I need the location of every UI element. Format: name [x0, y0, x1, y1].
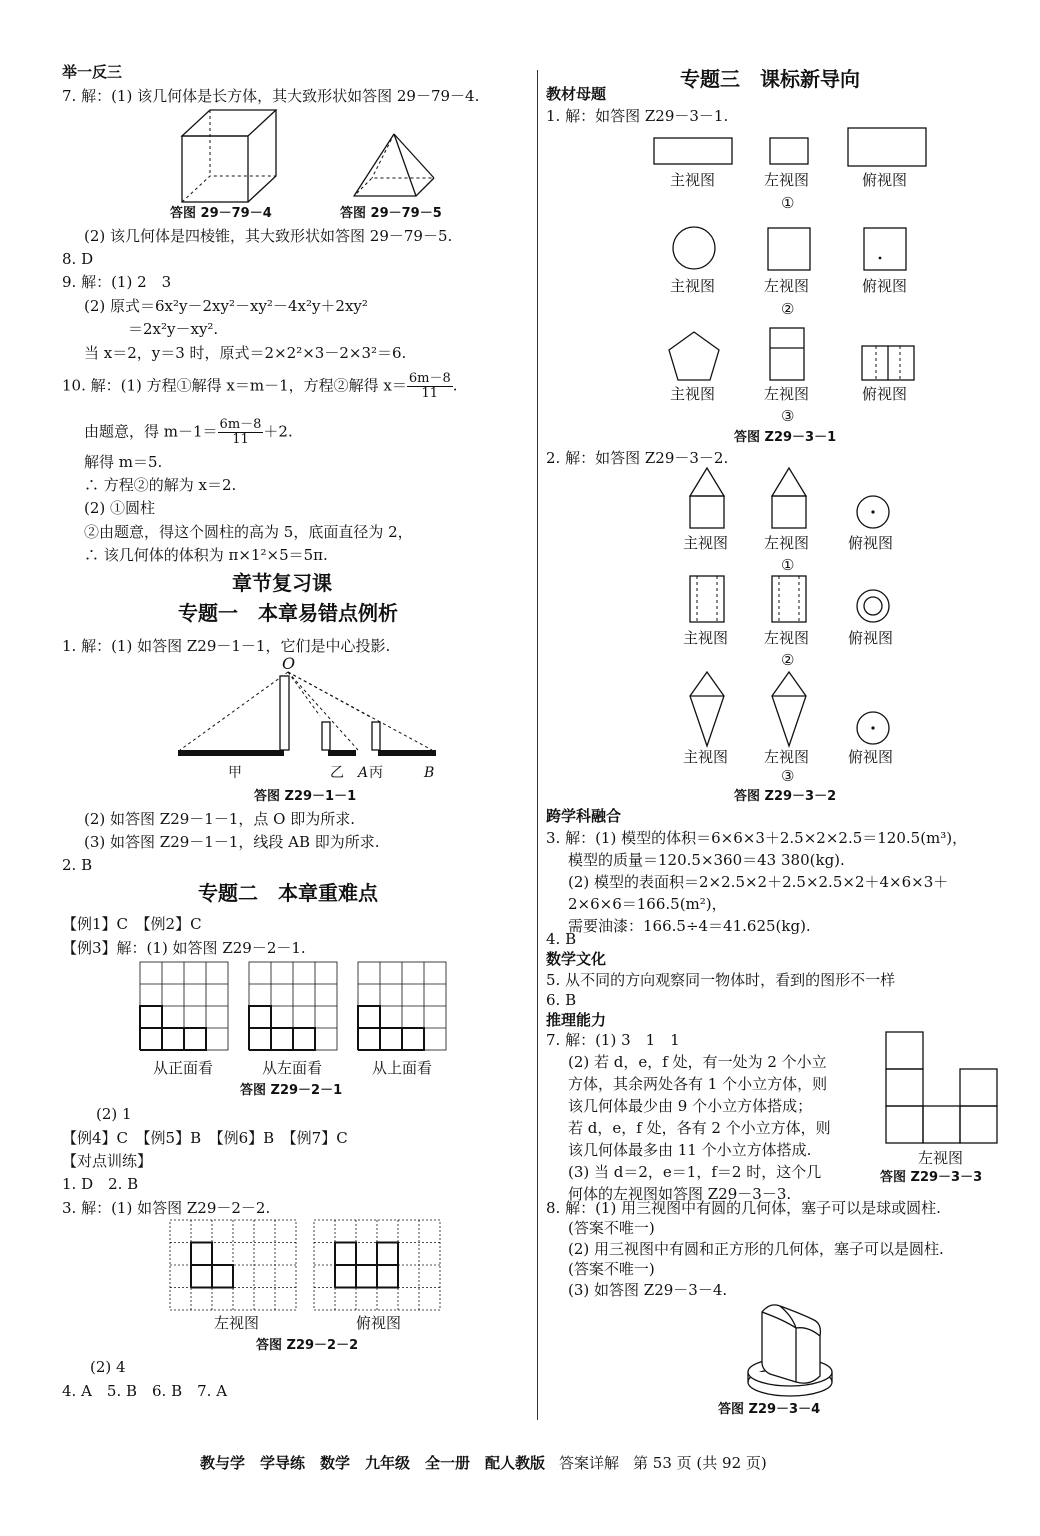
caption: 答图 Z29－1－1 [254, 789, 357, 804]
topic-title: 专题二 本章重难点 [198, 881, 378, 905]
answer-line: (2) 若 d，e，f 处，有一处为 2 个小立 [568, 1053, 827, 1071]
answer-line: (2) 模型的表面积＝2×2.5×2＋2.5×2.5×2＋4×6×3＋ [568, 873, 949, 891]
fig-label-A: A [358, 765, 369, 781]
view-label: 从左面看 [262, 1059, 323, 1077]
section-label-jyfs: 举一反三 [62, 63, 123, 81]
grid-front-view [140, 962, 230, 1052]
figure-pyramid [352, 132, 436, 198]
answer-line: 该几何体最多由 11 个小立方体搭成. [568, 1141, 812, 1159]
answer-line: 若 d，e，f 处，各有 2 个小立方体，则 [568, 1119, 831, 1137]
answer-line: 当 x＝2，y＝3 时，原式＝2×2²×3－2×3²＝6. [84, 344, 407, 362]
answer-line: 6. B [546, 991, 577, 1009]
answer-line: ∴ 方程②的解为 x＝2. [84, 476, 237, 494]
view-label: 左视图 [764, 534, 810, 552]
answer-line: (2) 该几何体是四棱锥，其大致形状如答图 29－79－5. [84, 227, 453, 245]
answer-line: (答案不唯一) [568, 1219, 655, 1237]
grid-left-view [249, 962, 339, 1052]
answer-line: 【例3】解：(1) 如答图 Z29－2－1. [62, 939, 306, 957]
fraction-numerator: 6m－8 [219, 417, 262, 432]
answer-line: 方体，其余两处各有 1 个小立方体，则 [568, 1075, 828, 1093]
view-label: 俯视图 [848, 748, 894, 766]
views-set-1-row-2 [640, 224, 940, 274]
caption: 答图 29－79－4 [170, 206, 272, 221]
answer-text: 10. 解：(1) 方程①解得 x＝m－1，方程②解得 x＝ [62, 376, 407, 395]
answer-line: 2. 解：如答图 Z29－3－2. [546, 449, 729, 467]
footer-book: 教与学 学导练 数学 九年级 全一册 配人教版 [200, 1454, 546, 1472]
grid-left-view-2 [170, 1220, 296, 1312]
views-set-2-row-1 [640, 466, 940, 532]
views-set-1-row-1 [640, 124, 940, 170]
answer-line: 需要油漆：166.5÷4＝41.625(kg). [568, 917, 811, 935]
view-label: 俯视图 [862, 277, 908, 295]
figure-cuboid [180, 108, 280, 204]
set-number: ① [781, 556, 795, 574]
fig-label-bing: 丙 [369, 765, 383, 781]
view-label: 俯视图 [862, 171, 908, 189]
answer-line: ∴ 该几何体的体积为 π×1²×5＝5π. [84, 546, 328, 564]
set-number: ③ [781, 407, 795, 425]
chapter-title: 章节复习课 [232, 571, 332, 595]
topic-title: 专题一 本章易错点例析 [178, 601, 398, 625]
caption: 答图 Z29－3－3 [880, 1170, 983, 1185]
fraction [407, 372, 453, 401]
grid-top-view [358, 962, 448, 1052]
view-label: 左视图 [764, 629, 810, 647]
set-number: ② [781, 651, 795, 669]
caption: 答图 Z29－3－4 [718, 1402, 821, 1417]
grid-top-view-2 [314, 1220, 440, 1312]
answer-line: ＝2x²y－xy². [128, 320, 219, 338]
answer-line: 8. D [62, 250, 94, 268]
view-label: 俯视图 [848, 629, 894, 647]
section-label-sxwh: 数学文化 [546, 950, 607, 968]
answer-line: (3) 如答图 Z29－3－4. [568, 1281, 728, 1299]
fraction [218, 418, 264, 447]
answer-line: 2. B [62, 856, 93, 874]
answer-line: 9. 解：(1) 2 3 [62, 273, 172, 291]
figure-left-view-z29-3-3 [884, 1030, 1000, 1146]
view-label: 主视图 [670, 385, 716, 403]
fraction-denominator: 11 [421, 386, 439, 401]
answer-line: 8. 解：(1) 用三视图中有圆的几何体，塞子可以是球或圆柱. [546, 1199, 941, 1217]
fraction-denominator: 11 [232, 432, 249, 447]
caption: 答图 Z29－2－2 [256, 1338, 359, 1353]
answer-line: ②由题意，得这个圆柱的高为 5，底面直径为 2， [84, 523, 413, 541]
answer-line: 1. 解：如答图 Z29－3－1. [546, 107, 729, 125]
answer-line: (3) 如答图 Z29－1－1，线段 AB 即为所求. [84, 833, 380, 851]
answer-text: 由题意，得 m－1＝ [84, 422, 218, 441]
fraction-numerator: 6m－8 [408, 371, 451, 386]
set-number: ② [781, 300, 795, 318]
footer-page: 第 53 页 (共 92 页) [633, 1454, 767, 1472]
fig-label-B: B [424, 765, 435, 781]
figure-central-projection [170, 660, 450, 762]
view-label: 俯视图 [848, 534, 894, 552]
answer-line: (2) 如答图 Z29－1－1，点 O 即为所求. [84, 810, 355, 828]
view-label: 左视图 [918, 1149, 964, 1167]
figure-stopper-z29-3-4 [740, 1296, 840, 1402]
view-label: 主视图 [683, 534, 729, 552]
section-label-jcmt: 教材母题 [546, 85, 607, 103]
answer-line: 模型的质量＝120.5×360＝43 380(kg). [568, 851, 845, 869]
views-set-2-row-2 [640, 574, 940, 626]
set-number: ① [781, 194, 795, 212]
view-label: 主视图 [670, 277, 716, 295]
view-label: 主视图 [683, 748, 729, 766]
caption: 答图 Z29－3－2 [734, 789, 837, 804]
view-label: 主视图 [683, 629, 729, 647]
answer-line: 4. A 5. B 6. B 7. A [62, 1382, 228, 1400]
answer-line: (答案不唯一) [568, 1260, 655, 1278]
footer-answers: 答案详解 [559, 1454, 620, 1472]
answer-line: 5. 从不同的方向观察同一物体时，看到的图形不一样 [546, 971, 896, 989]
answer-line: 10. 解：(1) 方程①解得 x＝m－1，方程②解得 x＝ $\frac{6m-8}{11}$ . [62, 371, 458, 401]
topic-title: 专题三 课标新导向 [680, 67, 860, 91]
answer-line [84, 418, 293, 447]
views-set-2-row-3 [640, 670, 940, 748]
answer-line: 何体的左视图如答图 Z29－3－3. [568, 1185, 792, 1203]
caption: 答图 Z29－2－1 [240, 1083, 343, 1098]
caption: 答图 29－79－5 [340, 206, 442, 221]
section-label-kxk: 跨学科融合 [546, 807, 622, 825]
caption: 答图 Z29－3－1 [734, 430, 837, 445]
answer-line: 解得 m＝5. [84, 453, 163, 471]
page-footer [200, 1452, 781, 1473]
answer-line: 【例4】C 【例5】B 【例6】B 【例7】C [62, 1129, 348, 1147]
view-label: 左视图 [764, 748, 810, 766]
answer-line: 1. D 2. B [62, 1175, 139, 1193]
answer-line: (2) 1 [96, 1105, 132, 1123]
view-label: 俯视图 [356, 1314, 402, 1332]
views-set-1-row-3 [640, 326, 940, 384]
view-label: 从上面看 [372, 1059, 433, 1077]
fig-label-jia: 甲 [228, 765, 242, 781]
answer-text: ＋2. [263, 422, 293, 441]
section-label: 【对点训练】 [62, 1152, 153, 1170]
answer-line: 7. 解：(1) 该几何体是长方体，其大致形状如答图 29－79－4. [62, 87, 480, 105]
answer-line: 4. B [546, 930, 577, 948]
view-label: 左视图 [764, 171, 810, 189]
fig-label-yi: 乙 [330, 765, 344, 781]
answer-line: 该几何体最少由 9 个小立方体搭成； [568, 1097, 813, 1115]
view-label: 左视图 [764, 277, 810, 295]
answer-line: 3. 解：(1) 如答图 Z29－2－2. [62, 1199, 271, 1217]
view-label: 左视图 [764, 385, 810, 403]
answer-line: (2) ①圆柱 [84, 499, 156, 517]
answer-line: 3. 解：(1) 模型的体积＝6×6×3＋2.5×2×2.5＝120.5(m³)， [546, 829, 968, 847]
answer-line: (2) 4 [90, 1358, 126, 1376]
section-label-tlnl: 推理能力 [546, 1011, 607, 1029]
answer-line: 1. 解：(1) 如答图 Z29－1－1，它们是中心投影. [62, 637, 391, 655]
column-divider [537, 70, 538, 1420]
view-label: 俯视图 [862, 385, 908, 403]
set-number: ③ [781, 767, 795, 785]
answer-line: (2) 用三视图中有圆和正方形的几何体，塞子可以是圆柱. [568, 1240, 944, 1258]
view-label: 从正面看 [153, 1059, 214, 1077]
answer-line: (3) 当 d＝2，e＝1，f＝2 时，这个几 [568, 1163, 822, 1181]
answer-line: 7. 解：(1) 3 1 1 [546, 1031, 680, 1049]
view-label: 左视图 [214, 1314, 260, 1332]
answer-line: 【例1】C 【例2】C [62, 915, 202, 933]
answer-line: (2) 原式＝6x²y－2xy²－xy²－4x²y＋2xy² [84, 297, 368, 315]
fig-label-O: O [282, 654, 296, 673]
view-label: 主视图 [670, 171, 716, 189]
answer-line: 2×6×6＝166.5(m²)， [568, 895, 727, 913]
